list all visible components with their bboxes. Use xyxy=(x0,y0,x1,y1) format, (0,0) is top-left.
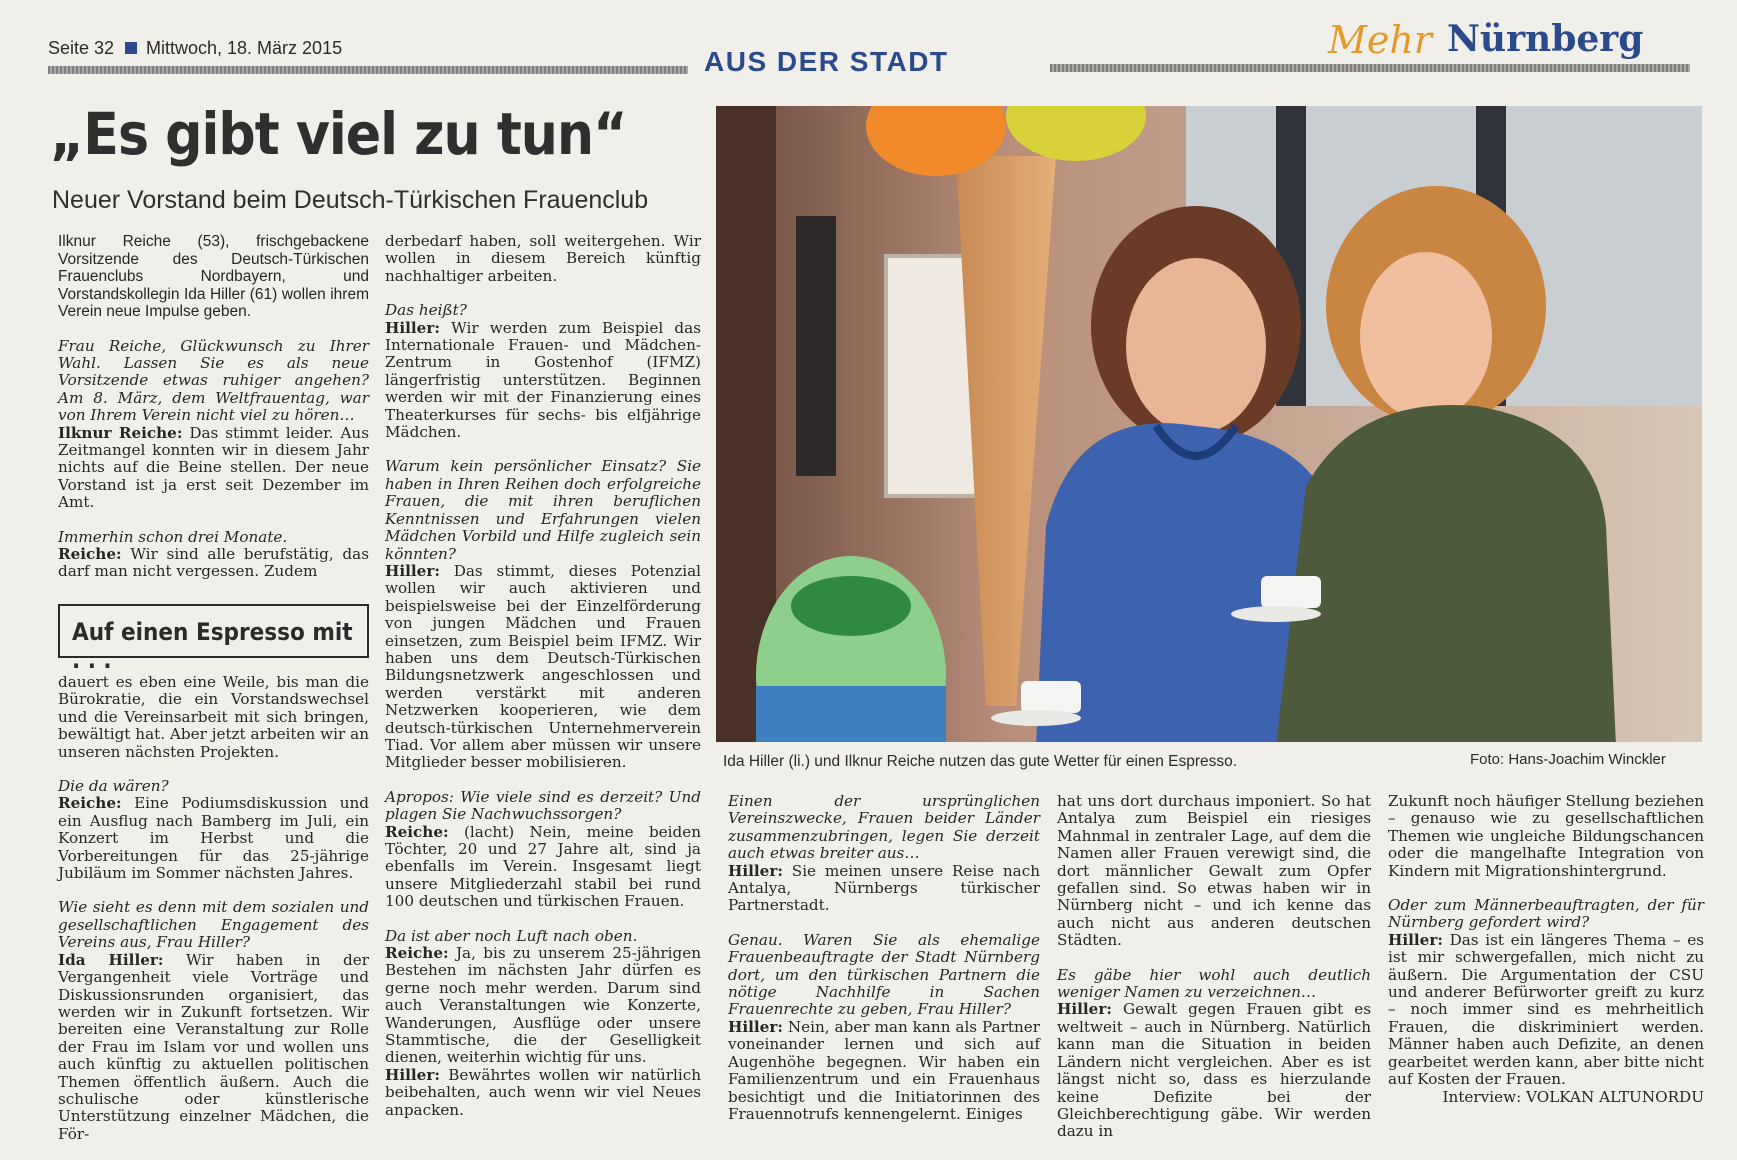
page-number: Seite 32 xyxy=(48,38,115,58)
article-photo xyxy=(716,106,1702,742)
qa-block: Die da wären? Reiche: Eine Podiumsdiskussion und ein Ausflug nach Bamberg im Juli, ein Konzert im Herbst und die Vorbereitungen für das 25-jährige Jubiläum im Sommer nächsten Jahres. xyxy=(58,777,370,883)
issue-date: Mittwoch, 18. März 2015 xyxy=(146,38,343,58)
article-column-2 xyxy=(385,233,701,1119)
article-column-1-continued xyxy=(58,674,369,1143)
photo-credit: Foto: Hans-Joachim Winckler xyxy=(1470,751,1666,768)
blue-square-icon xyxy=(125,42,137,54)
brand-mehr: Mehr xyxy=(1328,18,1433,62)
qa-block: Warum kein persönlicher Einsatz? Sie haben in Ihren Reihen doch erfolgreiche Frauen, die mit ihren beruflichen Kenntnissen und Erfahrungen vielen Mädchen Vorbild und Hilfe zugleich sein könnten? Hiller: Das stimmt, dieses Potenzial wollen wir auch aktivieren und beispielsweise bei der Einzelförderung von jungen Mädchen und Frauen einsetzen, zum Beispiel beim IFMZ. Wir haben uns dem Deutsch-Türkischen Bildungsnetzwerk angeschlossen und werden verstärkt mit anderen Netzwerken kooperieren, wie dem deutsch-türkischen Unternehmerverein Tiad. Vor allem aber müssen wir unsere Mitglieder besser mobilisieren. xyxy=(385,457,702,772)
qa-block: Immerhin schon drei Monate. Reiche: Wir sind alle berufstätig, das darf man nicht vergessen. Zudem xyxy=(58,527,369,581)
article-column-4 xyxy=(1057,793,1371,1141)
column-label: Auf einen Espresso mit . . . xyxy=(72,618,353,674)
section-title: AUS DER STADT xyxy=(704,46,949,77)
byline: Interview: VOLKAN ALTUNORDU xyxy=(1442,1087,1704,1106)
qa-block: Es gäbe hier wohl auch deutlich weniger Namen zu verzeichnen… Hiller: Gewalt gegen Frauen gibt es weltweit – auch in Nürnberg. Natürlich kann man die Situation in beiden Ländern nicht vergleichen. Aber es ist längst nicht so, dass es hierzulande keine Defizite bei der Gleichberechtigung gäbe. Wir werden dazu in xyxy=(1057,965,1371,1141)
article-column-5 xyxy=(1388,793,1704,1106)
article-headline: „Es gibt viel zu tun“ xyxy=(50,100,627,168)
text-paragraph: derbedarf haben, soll weitergehen. Wir wollen in diesem Bereich künftig nachhaltiger arbeiten. xyxy=(385,232,701,285)
qa-block: Apropos: Wie viele sind es derzeit? Und plagen Sie Nachwuchssorgen? Reiche: (lacht) Nein, meine beiden Töchter, 20 und 27 Jahre alt, sind ja ebenfalls im Verein. Insgesamt liegt unsere Mitgliederzahl stabil bei rund 100 deutschen und türkischen Frauen. xyxy=(385,787,701,911)
header-rule-right xyxy=(1050,64,1690,72)
qa-block: Frau Reiche, Glückwunsch zu Ihrer Wahl. Lassen Sie es als neue Vorsitzende etwas ruhiger angehen? Am 8. März, dem Weltfrauentag, war von Ihrem Verein nicht viel zu hören… Ilknur Reiche: Das stimmt leider. Aus Zeitmangel konnten wir in diesem Jahr nichts auf die Beine stellen. Der neue Vorstand ist ja erst seit Dezember im Amt. xyxy=(58,336,369,512)
article-column-3 xyxy=(728,793,1040,1123)
text-paragraph: dauert es eben eine Weile, bis man die Bürokratie, die ein Vorstandswechsel und die Vereinsarbeit mit sich bringen, bewältigt hat. Aber jetzt arbeiten wir an unseren nächsten Projekten. xyxy=(58,673,369,761)
column-label-box xyxy=(58,604,369,674)
lead-paragraph: Ilknur Reiche (53), frischgebackene Vorsitzende des Deutsch-Türkischen Frauenclubs Nordbayern, und Vorstandskollegin Ida Hiller (61) wollen ihrem Verein neue Impulse geben. xyxy=(58,233,369,320)
header-rule-left xyxy=(48,66,688,74)
qa-block: Da ist aber noch Luft nach oben. Reiche: Ja, bis zu unserem 25-jährigen Bestehen im nächsten Jahr dürfen es gerne noch mehr werden. Darum sind auch Veranstaltungen wie Konzerte, Wanderungen, Ausflüge oder unsere Stammtische, die der Geselligkeit dienen, weiterhin wichtig für uns. Hiller: Bewährtes wollen wir natürlich beibehalten, auch wenn wir viel Neues anpacken. xyxy=(385,926,702,1119)
qa-block: Einen der ursprünglichen Vereinszwecke, Frauen beider Länder zusammenzubringen, legen Sie derzeit auch etwas breiter aus… Hiller: Sie meinen unsere Reise nach Antalya, Nürnbergs türkischer Partnerstadt. xyxy=(728,792,1041,915)
text-paragraph: hat uns dort durchaus imponiert. So hat Antalya zum Beispiel ein riesiges Mahnmal in zentraler Lage, auf dem die Namen aller Frauen verewigt sind, die dort männlicher Gewalt zum Opfer gefallen sind. So etwas haben wir in Nürnberg nicht – und ich kenne das auch nicht aus anderen deutschen Städten. xyxy=(1057,792,1371,950)
brand-city: Nürnberg xyxy=(1447,18,1644,60)
qa-block: Das heißt? Hiller: Wir werden zum Beispiel das Internationale Frauen- und Mädchen-Zentrum in Gostenhof (IFMZ) längerfristig unterstützen. Beginnen werden wir mit der Finanzierung eines Theaterkurses für sechs- bis elfjährige Mädchen. xyxy=(385,301,702,442)
qa-block: Oder zum Männerbeauftragten, der für Nürnberg gefordert wird? Hiller: Das ist ein längeres Thema – es ist mir schwergefallen, mich nicht zu äußern. Die Argumentation der CSU und anderer Befürworter greift zu kurz – noch immer sind es mehrheitlich Frauen, die diskriminiert werden. Männer haben auch Defizite, an denen gearbeitet werden kann, aber bitte nicht auf Kosten der Frauen. Interview: VOLKAN ALTUNORDU xyxy=(1388,896,1704,1106)
qa-block: Genau. Waren Sie als ehemalige Frauenbeauftragte der Stadt Nürnberg dort, um den türkischen Partnern die nötige Nachhilfe in Sachen Frauenrechte zu geben, Frau Hiller? Hiller: Nein, aber man kann als Partner voneinander lernen und sich auf Augenhöhe begegnen. Wir haben ein Familienzentrum und ein Frauenhaus besichtigt und die Initiatorinnen des Frauennotrufs kennengelernt. Einiges xyxy=(728,930,1041,1123)
text-paragraph: Zukunft noch häufiger Stellung beziehen – genauso wie zu gesellschaftlichen Themen wie ungleiche Bildungschancen oder die mangelhafte Integration von Kindern mit Migrationshintergrund. xyxy=(1388,792,1704,880)
article-column-1 xyxy=(58,233,369,581)
article-subheadline: Neuer Vorstand beim Deutsch-Türkischen Frauenclub xyxy=(52,186,649,214)
photo-illustration xyxy=(716,106,1702,742)
photo-caption: Ida Hiller (li.) und Ilknur Reiche nutzen das gute Wetter für einen Espresso. xyxy=(723,753,1238,770)
qa-block: Wie sieht es denn mit dem sozialen und gesellschaftlichen Engagement des Vereins aus, Frau Hiller? Ida Hiller: Wir haben in der Vergangenheit viele Vorträge und Diskussionsrunden organisiert, das werden wir in Zukunft fortsetzen. Wir bereiten eine Veranstaltung zur Rolle der Frau im Islam vor und wollen uns auch künftig zu aktuellen politischen Themen öffentlich äußern. Auch die schulische oder künstlerische Unterstützung einzelner Mädchen, die För- xyxy=(58,898,369,1143)
brand-logo xyxy=(1322,14,1702,64)
